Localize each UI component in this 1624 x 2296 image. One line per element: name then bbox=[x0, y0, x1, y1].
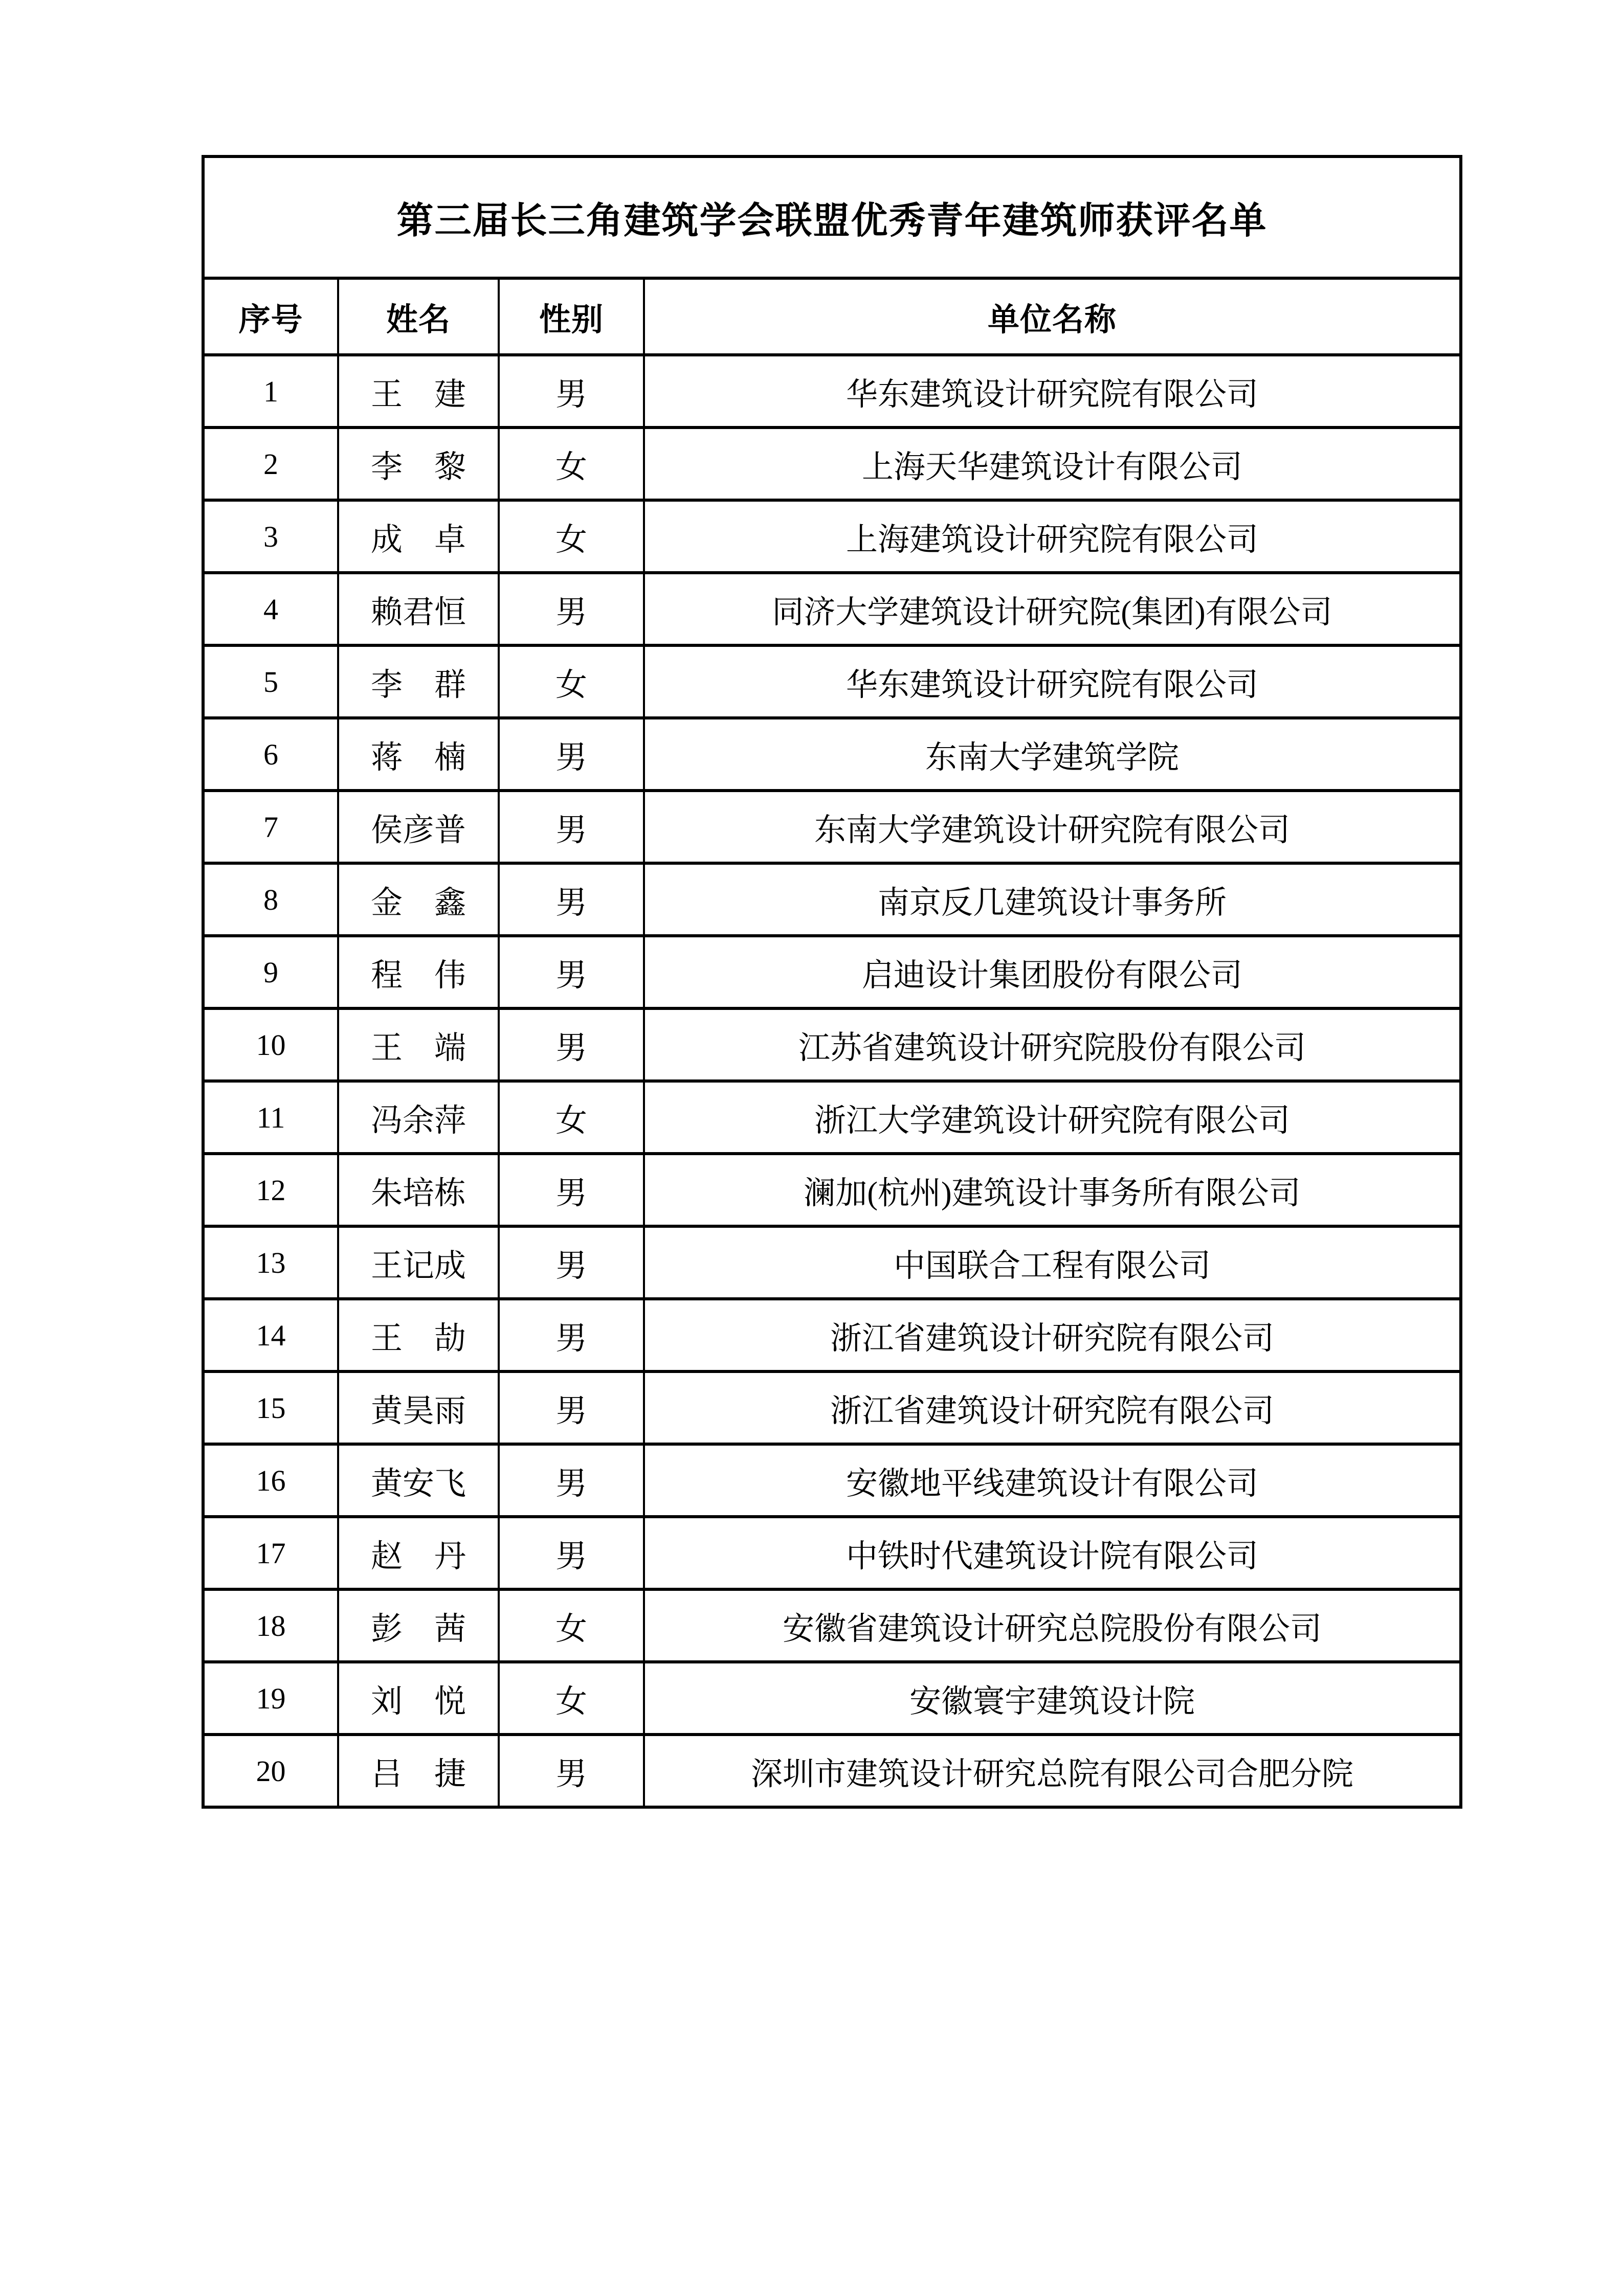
table-row bbox=[203, 1154, 1461, 1226]
row-gender: 男 bbox=[499, 718, 644, 791]
row-name: 朱培栋 bbox=[338, 1154, 499, 1226]
column-header-org: 单位名称 bbox=[644, 278, 1461, 355]
row-index: 8 bbox=[203, 863, 338, 936]
row-organization: 同济大学建筑设计研究院(集团)有限公司 bbox=[644, 573, 1461, 645]
row-gender: 男 bbox=[499, 1735, 644, 1807]
row-name: 吕 捷 bbox=[338, 1735, 499, 1807]
row-index: 10 bbox=[203, 1008, 338, 1081]
table-row bbox=[203, 1517, 1461, 1589]
row-index: 4 bbox=[203, 573, 338, 645]
table-row bbox=[203, 718, 1461, 791]
column-header-gender: 性别 bbox=[499, 278, 644, 355]
row-organization: 澜加(杭州)建筑设计事务所有限公司 bbox=[644, 1154, 1461, 1226]
row-gender: 男 bbox=[499, 1226, 644, 1299]
row-organization: 安徽寰宇建筑设计院 bbox=[644, 1662, 1461, 1735]
row-name: 蒋 楠 bbox=[338, 718, 499, 791]
row-organization: 启迪设计集团股份有限公司 bbox=[644, 936, 1461, 1008]
row-name: 程 伟 bbox=[338, 936, 499, 1008]
row-index: 16 bbox=[203, 1444, 338, 1517]
row-index: 3 bbox=[203, 500, 338, 573]
row-name: 王 劼 bbox=[338, 1299, 499, 1371]
table-row bbox=[203, 1226, 1461, 1299]
row-index: 12 bbox=[203, 1154, 338, 1226]
row-gender: 男 bbox=[499, 863, 644, 936]
title-row bbox=[203, 156, 1461, 278]
row-index: 14 bbox=[203, 1299, 338, 1371]
row-name: 王记成 bbox=[338, 1226, 499, 1299]
table-body bbox=[203, 355, 1461, 1807]
table-row bbox=[203, 791, 1461, 863]
table-row bbox=[203, 573, 1461, 645]
row-index: 17 bbox=[203, 1517, 338, 1589]
row-index: 5 bbox=[203, 645, 338, 718]
table-row bbox=[203, 936, 1461, 1008]
row-gender: 女 bbox=[499, 645, 644, 718]
row-name: 赖君恒 bbox=[338, 573, 499, 645]
row-index: 7 bbox=[203, 791, 338, 863]
row-name: 王 端 bbox=[338, 1008, 499, 1081]
row-organization: 中国联合工程有限公司 bbox=[644, 1226, 1461, 1299]
row-index: 18 bbox=[203, 1589, 338, 1662]
row-organization: 东南大学建筑学院 bbox=[644, 718, 1461, 791]
row-organization: 浙江省建筑设计研究院有限公司 bbox=[644, 1371, 1461, 1444]
table-row bbox=[203, 645, 1461, 718]
table-row bbox=[203, 1662, 1461, 1735]
row-name: 彭 茜 bbox=[338, 1589, 499, 1662]
row-organization: 深圳市建筑设计研究总院有限公司合肥分院 bbox=[644, 1735, 1461, 1807]
row-gender: 女 bbox=[499, 1662, 644, 1735]
table-row bbox=[203, 1299, 1461, 1371]
row-name: 侯彦普 bbox=[338, 791, 499, 863]
row-name: 黄安飞 bbox=[338, 1444, 499, 1517]
table-row bbox=[203, 427, 1461, 500]
row-gender: 女 bbox=[499, 427, 644, 500]
row-index: 2 bbox=[203, 427, 338, 500]
row-gender: 男 bbox=[499, 1371, 644, 1444]
row-gender: 女 bbox=[499, 500, 644, 573]
row-gender: 女 bbox=[499, 1081, 644, 1154]
row-organization: 南京反几建筑设计事务所 bbox=[644, 863, 1461, 936]
row-gender: 男 bbox=[499, 936, 644, 1008]
row-name: 黄昊雨 bbox=[338, 1371, 499, 1444]
row-organization: 东南大学建筑设计研究院有限公司 bbox=[644, 791, 1461, 863]
table-row bbox=[203, 1008, 1461, 1081]
row-name: 成 卓 bbox=[338, 500, 499, 573]
row-index: 1 bbox=[203, 355, 338, 427]
row-index: 15 bbox=[203, 1371, 338, 1444]
row-organization: 浙江大学建筑设计研究院有限公司 bbox=[644, 1081, 1461, 1154]
row-gender: 女 bbox=[499, 1589, 644, 1662]
row-gender: 男 bbox=[499, 573, 644, 645]
row-organization: 安徽省建筑设计研究总院股份有限公司 bbox=[644, 1589, 1461, 1662]
row-gender: 男 bbox=[499, 1517, 644, 1589]
row-gender: 男 bbox=[499, 1299, 644, 1371]
row-gender: 男 bbox=[499, 355, 644, 427]
row-index: 20 bbox=[203, 1735, 338, 1807]
row-gender: 男 bbox=[499, 1008, 644, 1081]
row-organization: 华东建筑设计研究院有限公司 bbox=[644, 645, 1461, 718]
row-gender: 男 bbox=[499, 791, 644, 863]
row-organization: 江苏省建筑设计研究院股份有限公司 bbox=[644, 1008, 1461, 1081]
row-name: 赵 丹 bbox=[338, 1517, 499, 1589]
row-name: 冯余萍 bbox=[338, 1081, 499, 1154]
row-organization: 华东建筑设计研究院有限公司 bbox=[644, 355, 1461, 427]
row-organization: 中铁时代建筑设计院有限公司 bbox=[644, 1517, 1461, 1589]
row-organization: 上海天华建筑设计有限公司 bbox=[644, 427, 1461, 500]
table-row bbox=[203, 1081, 1461, 1154]
row-gender: 男 bbox=[499, 1154, 644, 1226]
table-row bbox=[203, 1371, 1461, 1444]
row-name: 金 鑫 bbox=[338, 863, 499, 936]
table-row bbox=[203, 1735, 1461, 1807]
row-organization: 安徽地平线建筑设计有限公司 bbox=[644, 1444, 1461, 1517]
table-row bbox=[203, 863, 1461, 936]
table-row bbox=[203, 500, 1461, 573]
row-gender: 男 bbox=[499, 1444, 644, 1517]
row-index: 6 bbox=[203, 718, 338, 791]
row-index: 9 bbox=[203, 936, 338, 1008]
column-header-name: 姓名 bbox=[338, 278, 499, 355]
row-organization: 上海建筑设计研究院有限公司 bbox=[644, 500, 1461, 573]
column-header-index: 序号 bbox=[203, 278, 338, 355]
award-table bbox=[202, 155, 1462, 1809]
table-row bbox=[203, 1444, 1461, 1517]
row-organization: 浙江省建筑设计研究院有限公司 bbox=[644, 1299, 1461, 1371]
table-row bbox=[203, 1589, 1461, 1662]
row-name: 李 黎 bbox=[338, 427, 499, 500]
table-row bbox=[203, 355, 1461, 427]
row-index: 19 bbox=[203, 1662, 338, 1735]
row-name: 李 群 bbox=[338, 645, 499, 718]
row-index: 11 bbox=[203, 1081, 338, 1154]
row-name: 刘 悦 bbox=[338, 1662, 499, 1735]
page-title: 第三届长三角建筑学会联盟优秀青年建筑师获评名单 bbox=[203, 156, 1461, 278]
row-name: 王 建 bbox=[338, 355, 499, 427]
row-index: 13 bbox=[203, 1226, 338, 1299]
header-row bbox=[203, 278, 1461, 355]
